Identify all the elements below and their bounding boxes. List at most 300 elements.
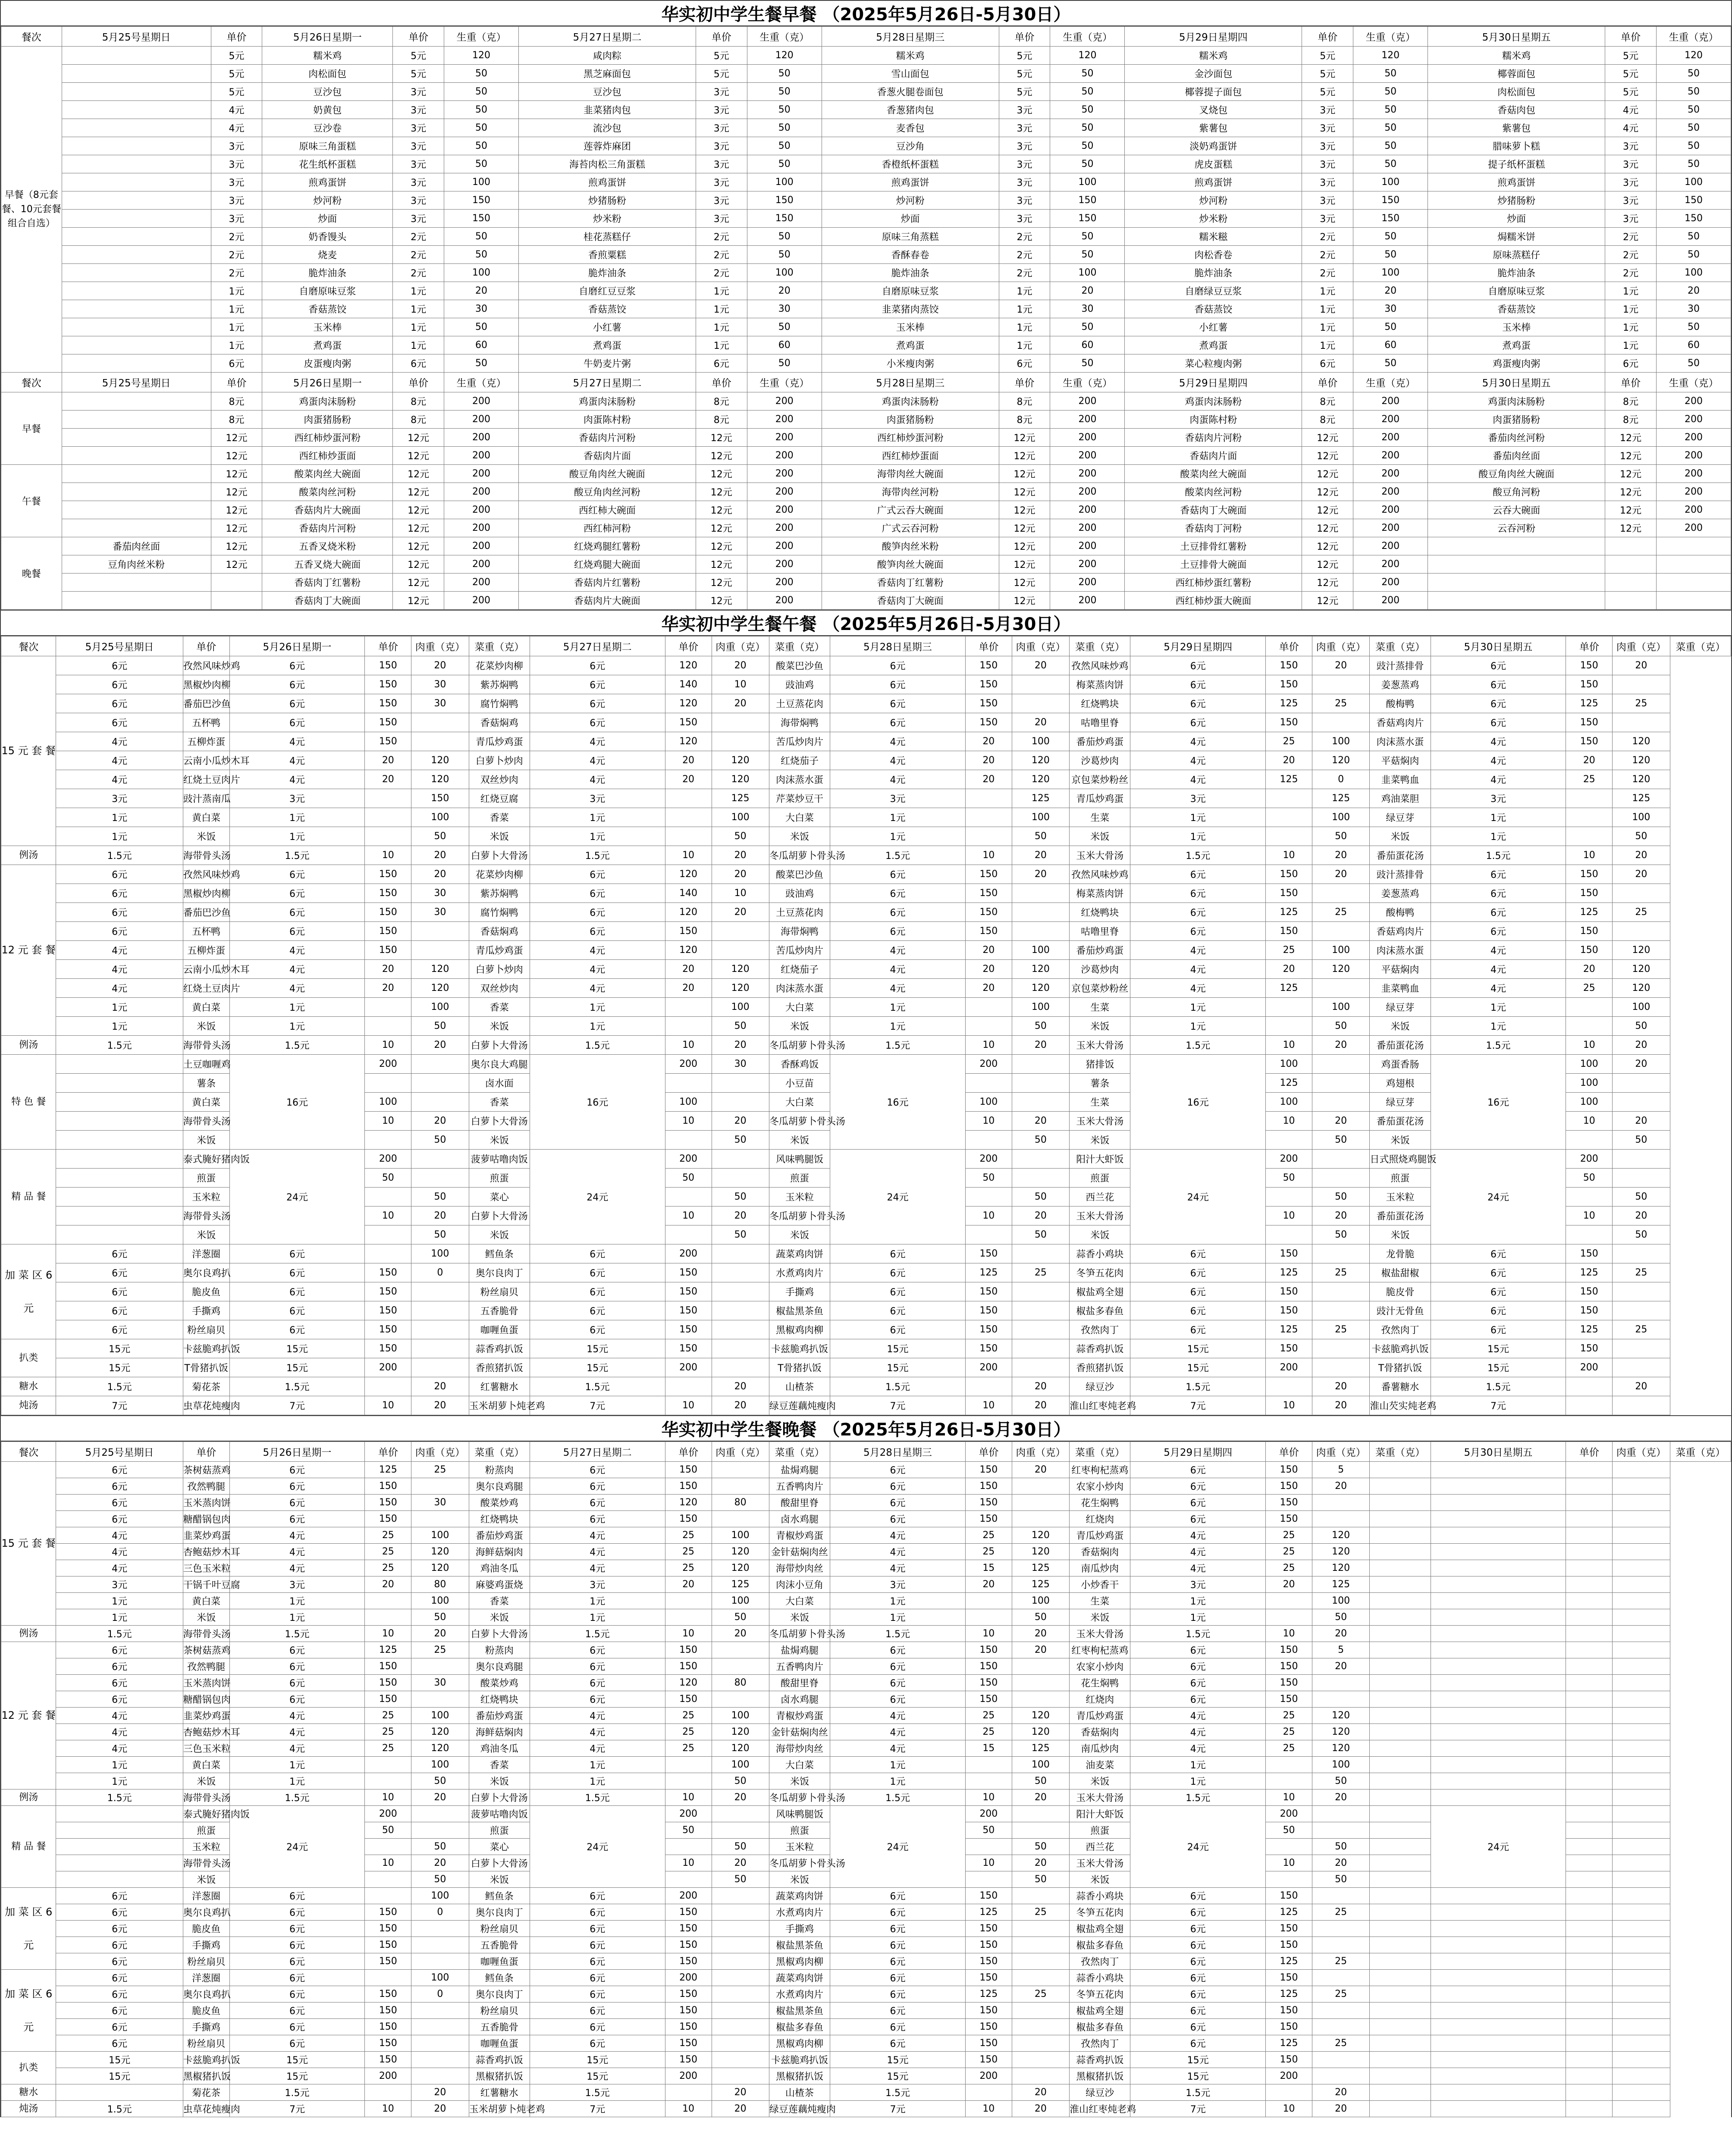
menu-cell: 150 [965,675,1012,694]
menu-cell [1370,1806,1431,1822]
menu-cell: 6元 [830,903,966,922]
menu-cell: 淡奶鸡蛋饼 [1125,137,1302,155]
menu-row [1,191,1731,210]
menu-cell: 番茄炒鸡蛋 [469,1527,530,1544]
menu-cell [1012,694,1069,713]
menu-cell: 3元 [999,173,1050,191]
menu-cell: 花生焖鸭 [1070,1495,1130,1511]
menu-cell: 米饭 [469,1871,530,1888]
menu-cell: 20 [1312,656,1370,675]
menu-cell: 2元 [999,246,1050,264]
menu-cell [1431,1724,1566,1740]
menu-cell: 4元 [830,979,966,998]
menu-cell [1370,1511,1431,1527]
menu-cell: 4元 [830,751,966,770]
dinner-title: 华实初中学生餐晚餐 （2025年5月26日-5月30日） [1,1415,1731,1442]
menu-cell: 肉蛋陈村粉 [519,411,696,429]
menu-cell: 4元 [530,1708,665,1724]
menu-row [1,155,1731,173]
menu-cell: 5元 [393,65,444,83]
menu-cell [411,1358,469,1377]
menu-cell: 1.5元 [830,2084,966,2101]
menu-cell: 50 [1353,119,1428,137]
menu-cell: 20 [411,1626,469,1642]
menu-cell: 150 [1266,1511,1312,1527]
menu-cell: 150 [965,2019,1012,2035]
menu-cell: 150 [1353,191,1428,210]
menu-cell [1613,1970,1670,1986]
menu-cell: 脆炸油条 [1428,264,1605,282]
lunch-section [0,610,1732,1415]
menu-cell: 蔬菜鸡肉饼 [769,1888,830,1904]
menu-cell [365,1773,411,1789]
menu-cell: 金针菇焖肉丝 [769,1724,830,1740]
menu-cell: 水煮鸡肉片 [769,1263,830,1282]
menu-cell: 100 [1353,264,1428,282]
menu-cell: 6元 [1431,865,1566,884]
column-header: 肉重（克） [1312,1442,1370,1462]
menu-cell: 125 [712,1576,769,1593]
menu-cell [62,246,211,264]
menu-cell: 蒜香小鸡块 [1070,1244,1130,1263]
menu-cell: 25 [1312,1986,1370,2002]
menu-cell: 米饭 [1370,1017,1431,1036]
menu-cell [1012,2019,1069,2035]
menu-cell [411,1953,469,1970]
menu-cell [712,1074,769,1093]
menu-cell [1431,1511,1566,1527]
menu-cell: 4元 [1431,941,1566,960]
menu-cell: 50 [1012,1609,1069,1626]
menu-cell: 香菜 [469,1757,530,1773]
menu-cell: 2元 [1605,264,1657,282]
menu-cell: 豉汁蒸排骨 [1370,865,1431,884]
menu-cell: 1元 [211,336,262,354]
column-header: 5月28日星期三 [822,27,999,47]
menu-cell: 1元 [1302,300,1353,318]
menu-cell: 120 [1613,941,1670,960]
menu-cell: 6元 [56,675,183,694]
menu-cell [1613,1773,1670,1789]
menu-cell [365,2084,411,2101]
menu-cell [365,1593,411,1609]
menu-cell: 15 [965,1560,1012,1576]
set-price: 24元 [229,1806,365,1888]
menu-cell [56,1871,183,1888]
menu-cell [965,1593,1012,1609]
menu-cell: 50 [1656,65,1731,83]
menu-cell: 烧麦 [262,246,393,264]
menu-cell: 20 [1266,1576,1312,1593]
menu-cell: 香菇肉丁河粉 [1125,519,1302,537]
menu-cell [1613,1074,1670,1093]
menu-cell: 200 [965,1358,1012,1377]
menu-row [1,1358,1731,1377]
set-price: 24元 [229,1150,365,1244]
menu-cell: 100 [1566,1055,1613,1074]
menu-cell: 200 [1656,519,1731,537]
menu-cell: 6元 [56,1478,183,1495]
menu-cell: 1.5元 [56,1036,183,1055]
menu-cell [411,922,469,941]
menu-row [1,2101,1731,2117]
menu-cell [1613,1626,1670,1642]
menu-cell: 1元 [56,1773,183,1789]
menu-cell: 25 [1312,1263,1370,1282]
menu-cell: 4元 [56,960,183,979]
menu-cell: 6元 [530,1301,665,1320]
menu-cell: 50 [1050,228,1125,246]
menu-cell: 100 [1012,1593,1069,1609]
menu-cell: 20 [411,846,469,865]
menu-cell: 150 [965,1282,1012,1301]
menu-row [1,1921,1731,1937]
menu-cell: 5元 [1605,83,1657,101]
menu-cell: 1.5元 [530,846,665,865]
menu-cell: 6元 [1431,675,1566,694]
menu-cell: 150 [965,1970,1012,1986]
menu-cell: 200 [365,1358,411,1377]
menu-cell: 12元 [211,465,262,483]
menu-cell: 125 [1266,1953,1312,1970]
menu-cell: 6元 [1130,1462,1266,1478]
menu-cell: 咸肉粽 [519,47,696,65]
menu-cell: 12元 [999,429,1050,447]
menu-row [1,1301,1731,1320]
menu-cell [712,1921,769,1937]
menu-row [1,922,1731,941]
menu-cell: 12元 [1302,592,1353,610]
menu-cell: 150 [665,1986,712,2002]
menu-cell: 4元 [229,1724,365,1740]
menu-cell: 50 [411,1871,469,1888]
menu-cell: 番茄蛋花汤 [1370,1036,1431,1055]
menu-cell: 6元 [1130,1986,1266,2002]
menu-cell: 1.5元 [830,846,966,865]
menu-cell [1566,1773,1613,1789]
menu-cell: 五香脆骨 [469,2019,530,2035]
menu-row [1,941,1731,960]
menu-cell: 10 [365,1112,411,1131]
menu-cell: 50 [1312,827,1370,846]
menu-cell: 海带骨头汤 [183,846,229,865]
column-header: 肉重（克） [411,1442,469,1462]
menu-cell: 4元 [1431,751,1566,770]
menu-cell: 红烧土豆肉片 [183,979,229,998]
menu-cell: 6元 [830,1495,966,1511]
menu-cell: 白萝卜大骨汤 [469,1112,530,1131]
menu-cell [1566,1691,1613,1708]
column-header: 5月30日星期五 [1428,373,1605,392]
menu-cell: 25 [365,1740,411,1757]
menu-cell: 20 [1012,2084,1069,2101]
menu-cell: 20 [1312,1377,1370,1396]
menu-cell: 10 [965,2101,1012,2117]
menu-cell: 12元 [999,555,1050,573]
menu-cell: 玉米粒 [769,1839,830,1855]
menu-cell: 120 [665,1675,712,1691]
menu-cell: 香菇肉片河粉 [1125,429,1302,447]
menu-cell: 椒盐多春鱼 [1070,2019,1130,2035]
menu-cell: 西红柿炒蛋大碗面 [1125,592,1302,610]
menu-cell: 200 [1656,465,1731,483]
menu-cell: 200 [365,1150,411,1169]
menu-cell: 6元 [229,1675,365,1691]
menu-row [1,1658,1731,1675]
menu-cell [665,1609,712,1626]
menu-cell: 20 [1012,2101,1069,2117]
column-header: 肉重（克） [1312,636,1370,656]
menu-cell: 150 [365,1339,411,1358]
menu-cell: 花菜炒肉柳 [469,865,530,884]
menu-cell: 6元 [229,694,365,713]
menu-cell: 红烧鸡腿红薯粉 [519,537,696,555]
menu-cell [62,137,211,155]
menu-cell: 120 [411,979,469,998]
menu-cell: 50 [1353,228,1428,246]
menu-cell [1312,1511,1370,1527]
menu-cell: 奶黄包 [262,101,393,119]
menu-cell: 20 [1613,1055,1670,1074]
menu-cell [1012,1301,1069,1320]
menu-cell: 原味三角蒸糕 [822,228,999,246]
menu-cell: 10 [665,2101,712,2117]
menu-cell [1370,1642,1431,1658]
menu-cell: 6元 [530,1495,665,1511]
menu-cell: 4元 [830,960,966,979]
menu-cell: 花生纸杯蛋糕 [262,155,393,173]
menu-cell [1431,2084,1566,2101]
menu-cell: 150 [365,1478,411,1495]
menu-cell: 6元 [1130,1511,1266,1527]
menu-row [1,210,1731,228]
menu-cell [365,1017,411,1036]
menu-cell: 玉米大骨汤 [1070,1112,1130,1131]
menu-cell: 油麦菜 [1070,1757,1130,1773]
menu-cell: 20 [712,1626,769,1642]
menu-row [1,83,1731,101]
menu-cell: 150 [1566,1339,1613,1358]
menu-cell: 紫薯包 [1125,119,1302,137]
menu-cell: 3元 [999,101,1050,119]
menu-cell [62,65,211,83]
menu-cell: 1元 [393,318,444,336]
menu-row [1,65,1731,83]
menu-cell: 12元 [393,465,444,483]
menu-cell: 6元 [530,1986,665,2002]
menu-cell: 8元 [211,411,262,429]
menu-cell [1312,1937,1370,1953]
menu-cell: 糯米鸡 [262,47,393,65]
menu-cell: 沙葛炒肉 [1070,751,1130,770]
menu-cell [965,1871,1012,1888]
menu-cell: 50 [1353,155,1428,173]
menu-cell: 200 [444,501,519,519]
menu-cell: 125 [1566,903,1613,922]
menu-cell [1312,922,1370,941]
menu-cell: 紫苏焖鸭 [469,675,530,694]
menu-cell [665,1225,712,1244]
menu-cell: 4元 [229,1708,365,1724]
column-header: 单价 [183,636,229,656]
menu-cell: 香菇蒸饺 [519,300,696,318]
menu-cell: 6元 [1130,1244,1266,1263]
menu-cell: 6元 [530,1904,665,1921]
menu-cell: 20 [712,1112,769,1131]
menu-cell: 200 [1050,465,1125,483]
menu-cell: 自磨原味豆浆 [822,282,999,300]
menu-cell: 香菇肉丁大碗面 [262,592,393,610]
menu-cell: 奥尔良鸡扒 [183,1904,229,1921]
menu-cell [712,1263,769,1282]
menu-cell [1431,1773,1566,1789]
menu-cell: 6元 [56,1282,183,1301]
menu-cell: 香菇蒸饺 [1428,300,1605,318]
menu-cell: 5元 [696,65,747,83]
header-row [1,636,1731,656]
menu-cell: 海带骨头汤 [183,1789,229,1806]
menu-cell: 炒河粉 [262,191,393,210]
menu-cell [1012,922,1069,941]
menu-cell [411,1806,469,1822]
menu-cell: 20 [365,1576,411,1593]
menu-cell [1431,1576,1566,1593]
menu-cell: 12元 [1605,501,1657,519]
menu-cell: 12元 [211,537,262,555]
menu-cell: 7元 [229,1396,365,1415]
menu-cell: 6元 [830,1937,966,1953]
menu-cell [1431,1740,1566,1757]
menu-cell: 4元 [229,941,365,960]
menu-cell: 120 [1312,1724,1370,1740]
menu-cell: 煎蛋 [183,1169,229,1188]
menu-cell [1012,1358,1069,1377]
menu-cell [56,1855,183,1871]
meal-group-label: 扒类 [1,2052,56,2084]
menu-cell: 20 [1012,1626,1069,1642]
menu-cell: 4元 [1130,732,1266,751]
menu-cell: 椰蓉面包 [1428,65,1605,83]
menu-cell: 梅菜蒸肉饼 [1070,675,1130,694]
menu-cell: 3元 [393,191,444,210]
menu-cell: 20 [411,1396,469,1415]
menu-cell: 云吞大碗面 [1428,501,1605,519]
menu-cell: 150 [1566,1244,1613,1263]
menu-cell: 20 [444,282,519,300]
menu-cell [1312,713,1370,732]
menu-cell [1266,789,1312,808]
menu-cell: 150 [1266,1462,1312,1478]
menu-cell: 150 [1266,1244,1312,1263]
menu-cell: 12元 [1302,465,1353,483]
menu-cell [665,1757,712,1773]
menu-cell [1012,2002,1069,2019]
menu-cell: 煎蛋 [769,1822,830,1839]
menu-cell: 青瓜炒鸡蛋 [469,941,530,960]
menu-cell: 1元 [1431,808,1566,827]
menu-cell: 3元 [393,173,444,191]
menu-cell: 50 [1656,119,1731,137]
menu-cell: 1.5元 [229,1377,365,1396]
menu-row [1,392,1731,411]
menu-cell: 6元 [56,694,183,713]
menu-cell [1312,1301,1370,1320]
menu-cell: 20 [1613,1112,1670,1131]
menu-cell: 孜然鸭腿 [183,1658,229,1675]
menu-cell: 糯米糍 [1125,228,1302,246]
menu-cell: 25 [365,1560,411,1576]
column-header: 单价 [393,27,444,47]
menu-cell: 1元 [1130,827,1266,846]
menu-cell: 1元 [999,282,1050,300]
menu-cell: 50 [1312,1188,1370,1206]
menu-cell: 米饭 [1370,827,1431,846]
menu-cell: 6元 [530,1953,665,1970]
menu-cell: 20 [712,656,769,675]
menu-cell: 120 [1613,751,1670,770]
menu-cell: 菠萝咕噜肉饭 [469,1806,530,1822]
menu-cell: 3元 [696,137,747,155]
menu-cell: 50 [1353,246,1428,264]
menu-cell [1370,2068,1431,2084]
menu-cell: 红烧鸭块 [1070,694,1130,713]
menu-cell: 120 [1312,751,1370,770]
menu-cell: 12元 [999,447,1050,465]
menu-cell: 20 [1312,1626,1370,1642]
menu-cell: 卡兹脆鸡扒饭 [769,1339,830,1358]
menu-cell [1613,1691,1670,1708]
menu-cell: 椒盐鸡全翅 [1070,1921,1130,1937]
menu-cell: 20 [1012,1642,1069,1658]
menu-cell: 脆皮骨 [1370,1282,1431,1301]
menu-cell [1566,1708,1613,1724]
menu-cell: 100 [1266,1093,1312,1112]
menu-cell: 番茄炒鸡蛋 [1070,732,1130,751]
menu-cell [1312,2002,1370,2019]
menu-cell: 15元 [229,2052,365,2068]
menu-cell [1012,1244,1069,1263]
menu-cell: 150 [965,1244,1012,1263]
menu-cell: 4元 [229,1527,365,1544]
menu-cell: 6元 [56,1691,183,1708]
menu-cell: 150 [411,789,469,808]
menu-cell: 6元 [229,865,365,884]
menu-cell: 1元 [229,1017,365,1036]
menu-cell: 糖醋锅包肉 [183,1511,229,1527]
menu-cell: 150 [965,1642,1012,1658]
menu-cell [1312,1055,1370,1074]
menu-cell: 4元 [1431,960,1566,979]
menu-cell: 6元 [530,656,665,675]
menu-cell: 手撕鸡 [769,1282,830,1301]
menu-cell [1613,1839,1670,1855]
menu-cell: 125 [365,1462,411,1478]
menu-cell: 1.5元 [229,2084,365,2101]
menu-cell [1566,2002,1613,2019]
menu-cell: 120 [411,1560,469,1576]
menu-cell: 200 [965,1150,1012,1169]
menu-cell [1266,1188,1312,1206]
menu-cell: 香葱猪肉包 [822,101,999,119]
meal-group-label: 炖汤 [1,2101,56,2117]
column-header: 单价 [1266,636,1312,656]
menu-cell: 西红柿大碗面 [519,501,696,519]
menu-cell [712,1093,769,1112]
menu-cell: 1元 [696,300,747,318]
menu-cell: 海带炒肉丝 [769,1740,830,1757]
menu-cell: 4元 [830,1560,966,1576]
menu-cell: 150 [1566,884,1613,903]
